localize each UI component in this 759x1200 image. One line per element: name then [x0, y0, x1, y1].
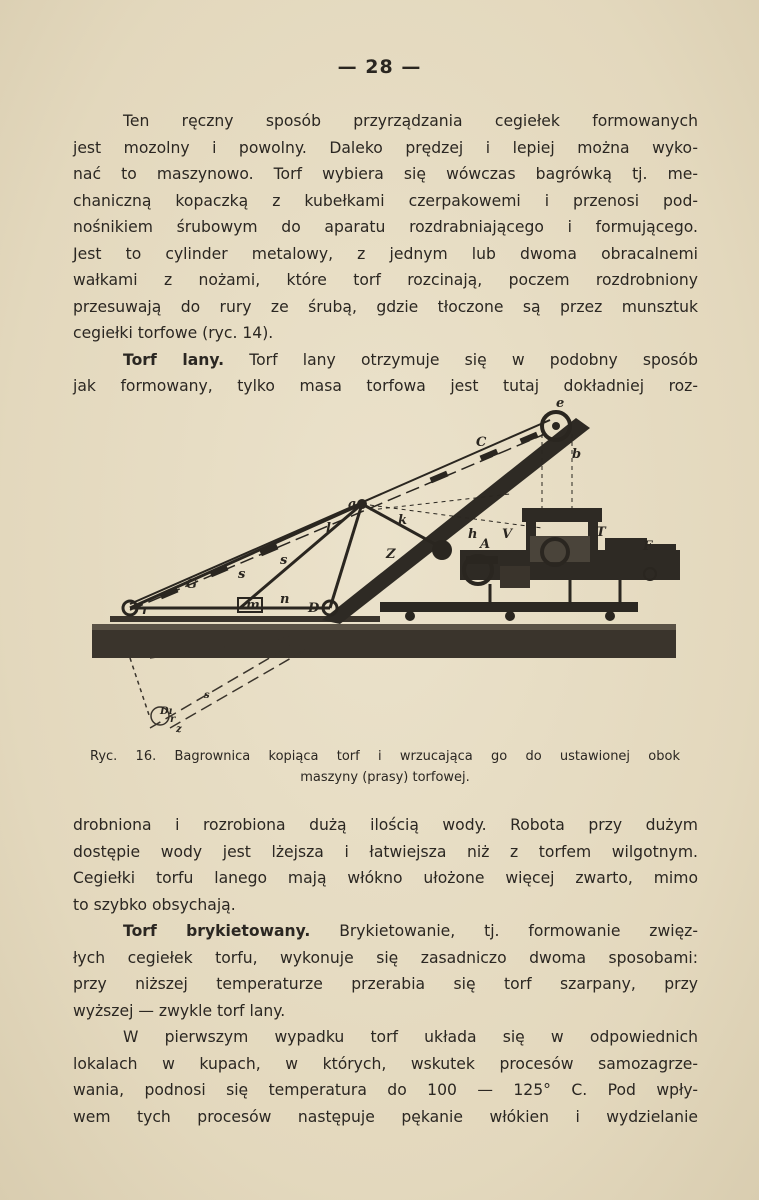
text-line: Ten ręczny sposób przyrządzania cegiełek formowanych	[123, 112, 698, 130]
label-m: m	[246, 598, 260, 613]
text-line: przesuwają do rury ze śrubą, gdzie tłoczone są przez munsztuk	[73, 297, 698, 316]
section-heading-torf-brykietowany: Torf brykietowany.	[123, 922, 311, 940]
text-line: dostępie wody jest lżejsza i łatwiejsza niż z torfem wilgotnym.	[73, 842, 698, 861]
label-r2: r	[170, 714, 176, 725]
figure-dredger-illustration	[90, 398, 680, 738]
label-k: k	[398, 513, 408, 528]
rail-platform	[380, 602, 638, 612]
peat-press-machine	[460, 508, 680, 604]
label-d1: Dı	[160, 706, 173, 717]
label-e: e	[556, 398, 565, 411]
text-fragment: Torf lany otrzymuje się w podobny sposób	[249, 350, 698, 369]
label-b: b	[572, 447, 582, 462]
label-v: V	[502, 527, 513, 542]
text-line: wyższej — zwykle torf lany.	[73, 1001, 286, 1020]
text-line: drobniona i rozrobiona dużą ilością wody. Robota przy dużym	[73, 816, 698, 834]
section-heading-torf-lany: Torf lany.	[123, 350, 225, 369]
label-n: n	[280, 592, 290, 607]
label-l: l	[326, 521, 331, 536]
text-line: jest mozolny i powolny. Daleko prędzej i lepiej można wyko-	[73, 138, 698, 157]
text-block-top	[73, 108, 698, 400]
label-a: a	[348, 497, 357, 512]
label-z2: z	[176, 724, 182, 735]
text-fragment: Brykietowanie, tj. formowanie zwięz-	[339, 922, 698, 940]
text-line: nać to maszynowo. Torf wybiera się wówczas bagrówką tj. me-	[73, 165, 698, 183]
text-line: lokalach w kupach, w których, wskutek procesów samozagrze-	[73, 1054, 698, 1073]
text-line: chaniczną kopaczką z kubełkami czerpakowemi i przenosi pod-	[73, 191, 698, 210]
text-line: łych cegiełek torfu, wykonuje się zasadniczo dwoma sposobami:	[73, 948, 698, 967]
label-r: r	[142, 603, 149, 618]
text-line: to szybko obsychają.	[73, 895, 236, 914]
label-d: D	[308, 601, 320, 616]
label-t: T	[596, 525, 606, 540]
label-c: C	[476, 435, 487, 450]
text-line: Jest to cylinder metalowy, z jednym lub dwoma obracalnemi	[73, 244, 698, 263]
caption-line: Ryc. 16. Bagrownica kopiąca torf i wrzucająca go do ustawionej obok	[90, 749, 680, 764]
text-line: jak formowany, tylko masa torfowa jest tutaj dokładniej roz-	[73, 377, 698, 395]
caption-line: maszyny (prasy) torfowej.	[300, 770, 470, 785]
text-line	[73, 918, 698, 945]
text-line: cegiełki torfowe (ryc. 14).	[73, 324, 274, 342]
label-z: Z	[386, 547, 396, 562]
text-line: Cegiełki torfu lanego mają włókno ułożone więcej zwarto, mimo	[73, 869, 698, 887]
label-a2: A	[480, 537, 491, 552]
text-line: przy niższej temperaturze przerabia się torf szarpany, przy	[73, 975, 698, 993]
text-line: wałkami z nożami, które torf rozcinają, poczem rozdrobniony	[73, 271, 698, 289]
label-h: h	[468, 527, 478, 542]
label-s2: s	[238, 567, 246, 582]
label-s: s	[280, 553, 288, 568]
rail-wheels	[405, 611, 615, 621]
text-block-bottom	[73, 812, 698, 1130]
label-s3: s	[204, 690, 210, 701]
figure-caption	[90, 746, 680, 788]
text-line: nośnikiem śrubowym do aparatu rozdrabniającego i formującego.	[73, 218, 698, 236]
text-line: W pierwszym wypadku torf układa się w odpowiednich	[123, 1028, 698, 1046]
text-line	[73, 347, 698, 374]
page-number: — 28 —	[337, 56, 422, 78]
text-line: wem tych procesów następuje pękanie włókien i wydzielanie	[73, 1107, 698, 1126]
label-g: G	[186, 577, 198, 592]
label-f: F	[643, 539, 653, 554]
text-line: wania, podnosi się temperatura do 100 — 125° C. Pod wpły-	[73, 1081, 698, 1099]
